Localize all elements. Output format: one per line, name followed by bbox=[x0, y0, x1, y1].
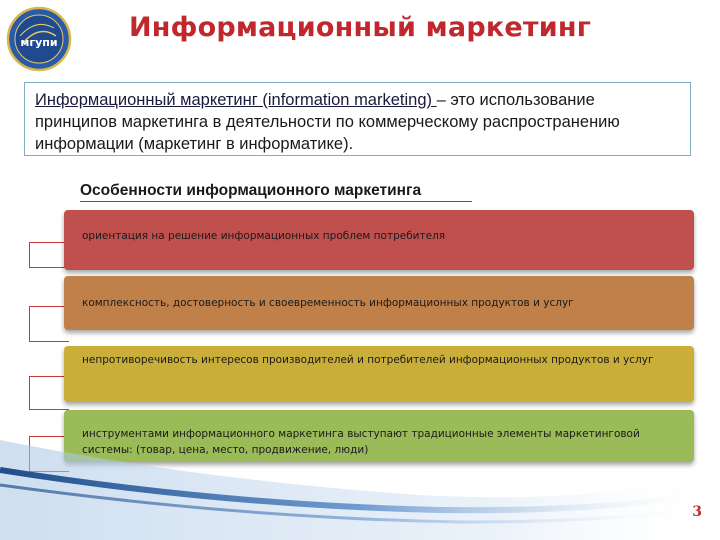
page-number: 3 bbox=[692, 504, 702, 520]
decorative-swoosh bbox=[0, 410, 720, 540]
definition-term: Информационный маркетинг (information marketing) bbox=[35, 91, 437, 109]
connector-2 bbox=[29, 306, 69, 342]
feature-bar-3 bbox=[64, 346, 694, 402]
heading-underline bbox=[80, 201, 472, 202]
feature-bar-2 bbox=[64, 276, 694, 330]
features-heading: Особенности информационного маркетинга bbox=[80, 182, 422, 199]
feature-text-4: инструментами информационного маркетинга выступают традиционные элементы маркетинговой системы: (товар, цена, место, продвижение, люди) bbox=[82, 428, 640, 456]
connector-3 bbox=[29, 376, 69, 410]
feature-bar-1 bbox=[64, 210, 694, 270]
definition-text: – это использование принципов маркетинга в деятельности по коммерческому распространению информации (маркетинг в информатике). bbox=[35, 91, 620, 153]
logo-text: мгупи bbox=[20, 36, 58, 49]
definition-box bbox=[24, 82, 691, 156]
feature-text-3: непротиворечивость интересов производителей и потребителей информационных продуктов и услуг bbox=[82, 354, 654, 366]
feature-text-2: комплексность, достоверность и своевременность информационных продуктов и услуг bbox=[82, 297, 574, 309]
feature-text-1: ориентация на решение информационных проблем потребителя bbox=[82, 230, 446, 242]
connector-1 bbox=[29, 242, 69, 268]
page-title: Информационный маркетинг bbox=[128, 12, 592, 43]
